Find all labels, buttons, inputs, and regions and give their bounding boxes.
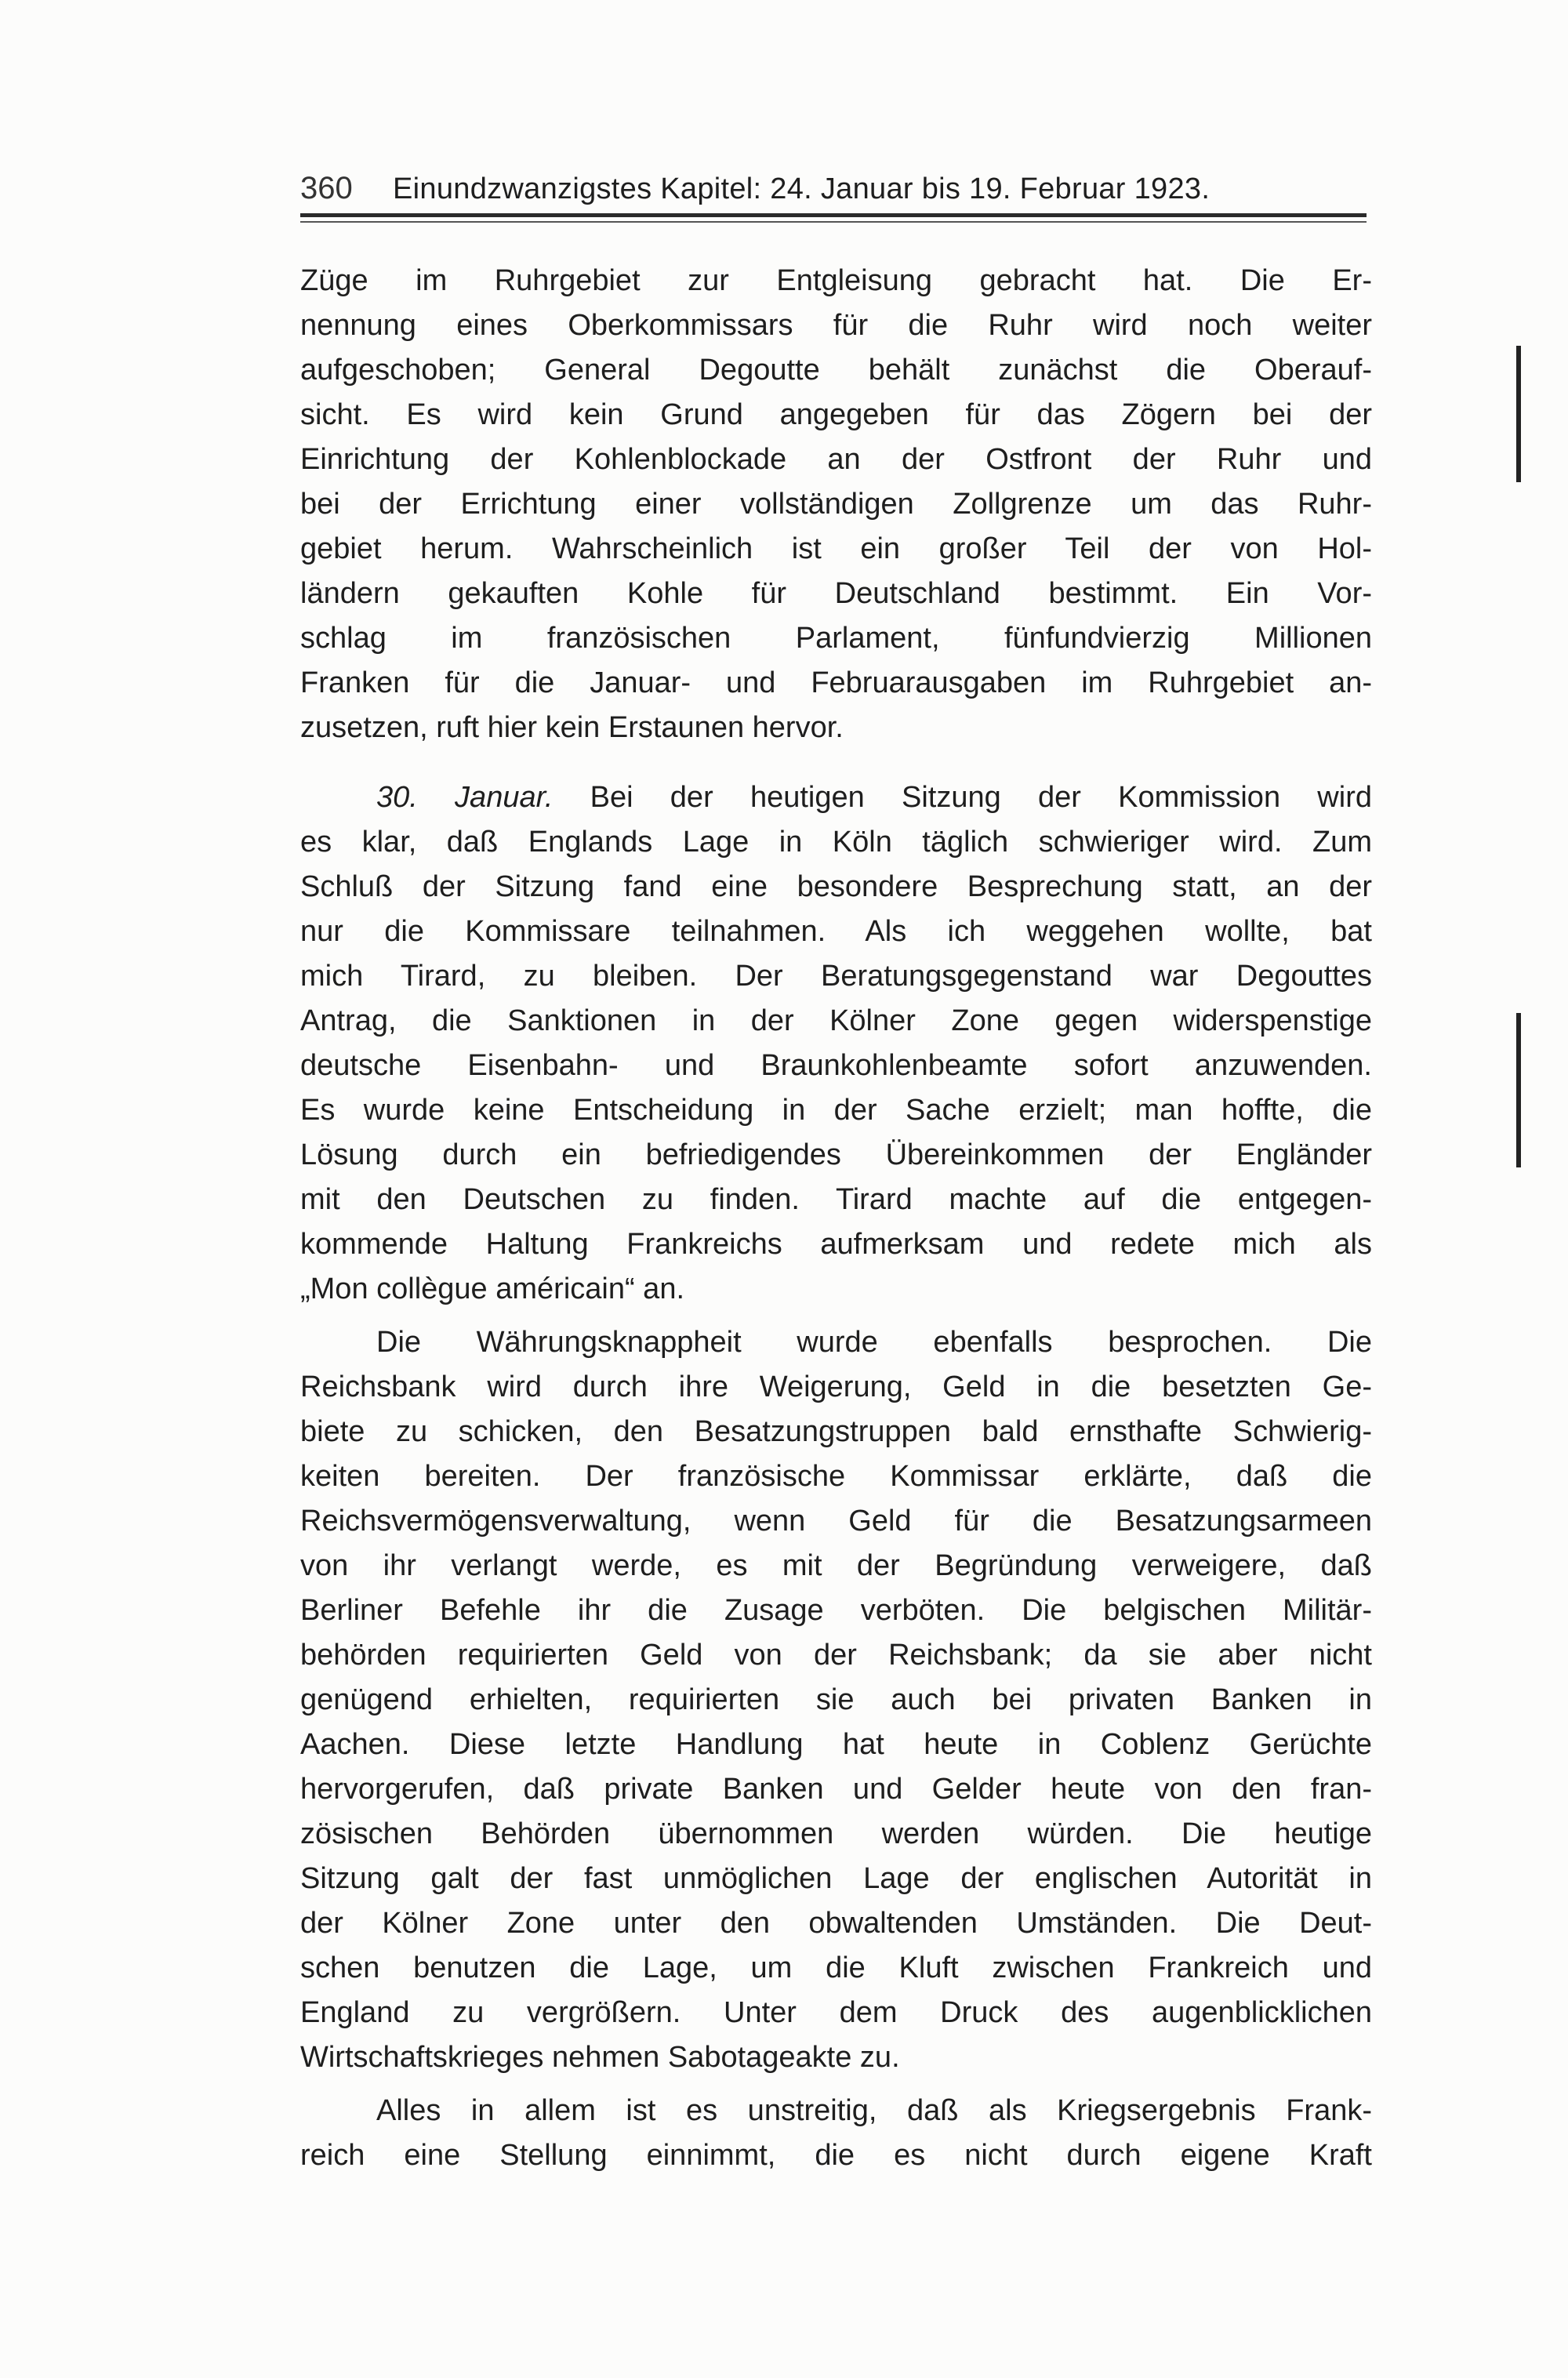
text-line: Die Währungsknappheit wurde ebenfalls besprochen. Die	[376, 1326, 1372, 1359]
paragraph	[300, 775, 1372, 1312]
text-line: Antrag, die Sanktionen in der Kölner Zone gegen widerspenstige	[300, 1004, 1372, 1037]
text-line	[300, 775, 1372, 820]
text-line: Aachen. Diese letzte Handlung hat heute in Coblenz Gerüchte	[300, 1728, 1372, 1761]
paragraph	[300, 259, 1372, 750]
text-line: nur die Kommissare teilnahmen. Als ich weggehen wollte, bat	[300, 915, 1372, 948]
body-text	[300, 259, 1372, 2178]
text-line: ländern gekauften Kohle für Deutschland bestimmt. Ein Vor-	[300, 577, 1372, 610]
text-line: schlag im französischen Parlament, fünfundvierzig Millionen	[300, 622, 1372, 655]
text-line: Schluß der Sitzung fand eine besondere Besprechung statt, an der	[300, 870, 1372, 903]
text-line: nennung eines Oberkommissars für die Ruhr wird noch weiter	[300, 309, 1372, 342]
text-line: aufgeschoben; General Degoutte behält zunächst die Oberauf-	[300, 354, 1372, 387]
text-line: Wirtschaftskrieges nehmen Sabotageakte zu.	[300, 2041, 900, 2074]
scan-edge-mark	[1516, 1013, 1521, 1167]
text-line: sicht. Es wird kein Grund angegeben für das Zögern bei der	[300, 398, 1372, 431]
text-line: schen benutzen die Lage, um die Kluft zwischen Frankreich und	[300, 1951, 1372, 1984]
text-line: kommende Haltung Frankreichs aufmerksam und redete mich als	[300, 1228, 1372, 1261]
header-rule-thick	[300, 213, 1367, 217]
text-line: mit den Deutschen zu finden. Tirard machte auf die entgegen-	[300, 1183, 1372, 1216]
running-header	[300, 171, 1367, 215]
paragraph	[300, 1320, 1372, 2080]
text-line: Alles in allem ist es unstreitig, daß als Kriegsergebnis Frank-	[376, 2094, 1372, 2127]
text-line: behörden requirierten Geld von der Reichsbank; da sie aber nicht	[300, 1639, 1372, 1672]
text-line: von ihr verlangt werde, es mit der Begründung verweigere, daß	[300, 1549, 1372, 1582]
header-rule-thin	[300, 221, 1367, 223]
text-line: hervorgerufen, daß private Banken und Gelder heute von den fran-	[300, 1773, 1372, 1806]
text-line: deutsche Eisenbahn- und Braunkohlenbeamte sofort anzuwenden.	[300, 1049, 1372, 1082]
text-line: bei der Errichtung einer vollständigen Zollgrenze um das Ruhr-	[300, 488, 1372, 521]
text-line: gebiet herum. Wahrscheinlich ist ein großer Teil der von Hol-	[300, 532, 1372, 565]
text-line: reich eine Stellung einnimmt, die es nicht durch eigene Kraft	[300, 2139, 1372, 2172]
text-line: „Mon collègue américain“ an.	[300, 1273, 685, 1305]
text-line: Reichsvermögensverwaltung, wenn Geld für die Besatzungsarmeen	[300, 1505, 1372, 1538]
text-line: biete zu schicken, den Besatzungstruppen bald ernsthafte Schwierig-	[300, 1415, 1372, 1448]
text-line: Lösung durch ein befriedigendes Übereinkommen der Engländer	[300, 1138, 1372, 1171]
paragraph	[300, 2089, 1372, 2178]
text-line: Reichsbank wird durch ihre Weigerung, Geld in die besetzten Ge-	[300, 1371, 1372, 1403]
text-line: der Kölner Zone unter den obwaltenden Umständen. Die Deut-	[300, 1907, 1372, 1940]
text-line: Es wurde keine Entscheidung in der Sache erzielt; man hoffte, die	[300, 1094, 1372, 1127]
page-number: 360	[300, 171, 353, 205]
running-title: Einundzwanzigstes Kapitel: 24. Januar bis 19. Februar 1923.	[393, 172, 1210, 205]
line-text: Bei der heutigen Sitzung der Kommission wird	[553, 781, 1372, 814]
text-line: England zu vergrößern. Unter dem Druck des augenblicklichen	[300, 1996, 1372, 2029]
text-line: Franken für die Januar- und Februarausgaben im Ruhrgebiet an-	[300, 666, 1372, 699]
text-line: Einrichtung der Kohlenblockade an der Ostfront der Ruhr und	[300, 443, 1372, 476]
text-line: Sitzung galt der fast unmöglichen Lage der englischen Autorität in	[300, 1862, 1372, 1895]
text-line: zösischen Behörden übernommen werden würden. Die heutige	[300, 1817, 1372, 1850]
text-line: mich Tirard, zu bleiben. Der Beratungsgegenstand war Degouttes	[300, 960, 1372, 993]
text-line: Berliner Befehle ihr die Zusage verböten. Die belgischen Militär-	[300, 1594, 1372, 1627]
text-line: keiten bereiten. Der französische Kommissar erklärte, daß die	[300, 1460, 1372, 1493]
text-line: zusetzen, ruft hier kein Erstaunen hervor.	[300, 711, 844, 744]
text-line: es klar, daß Englands Lage in Köln täglich schwieriger wird. Zum	[300, 826, 1372, 859]
text-line: genügend erhielten, requirierten sie auch bei privaten Banken in	[300, 1683, 1372, 1716]
date-heading: 30. Januar.	[376, 781, 554, 814]
text-line: Züge im Ruhrgebiet zur Entgleisung gebracht hat. Die Er-	[300, 264, 1372, 297]
scan-edge-mark	[1516, 346, 1521, 482]
